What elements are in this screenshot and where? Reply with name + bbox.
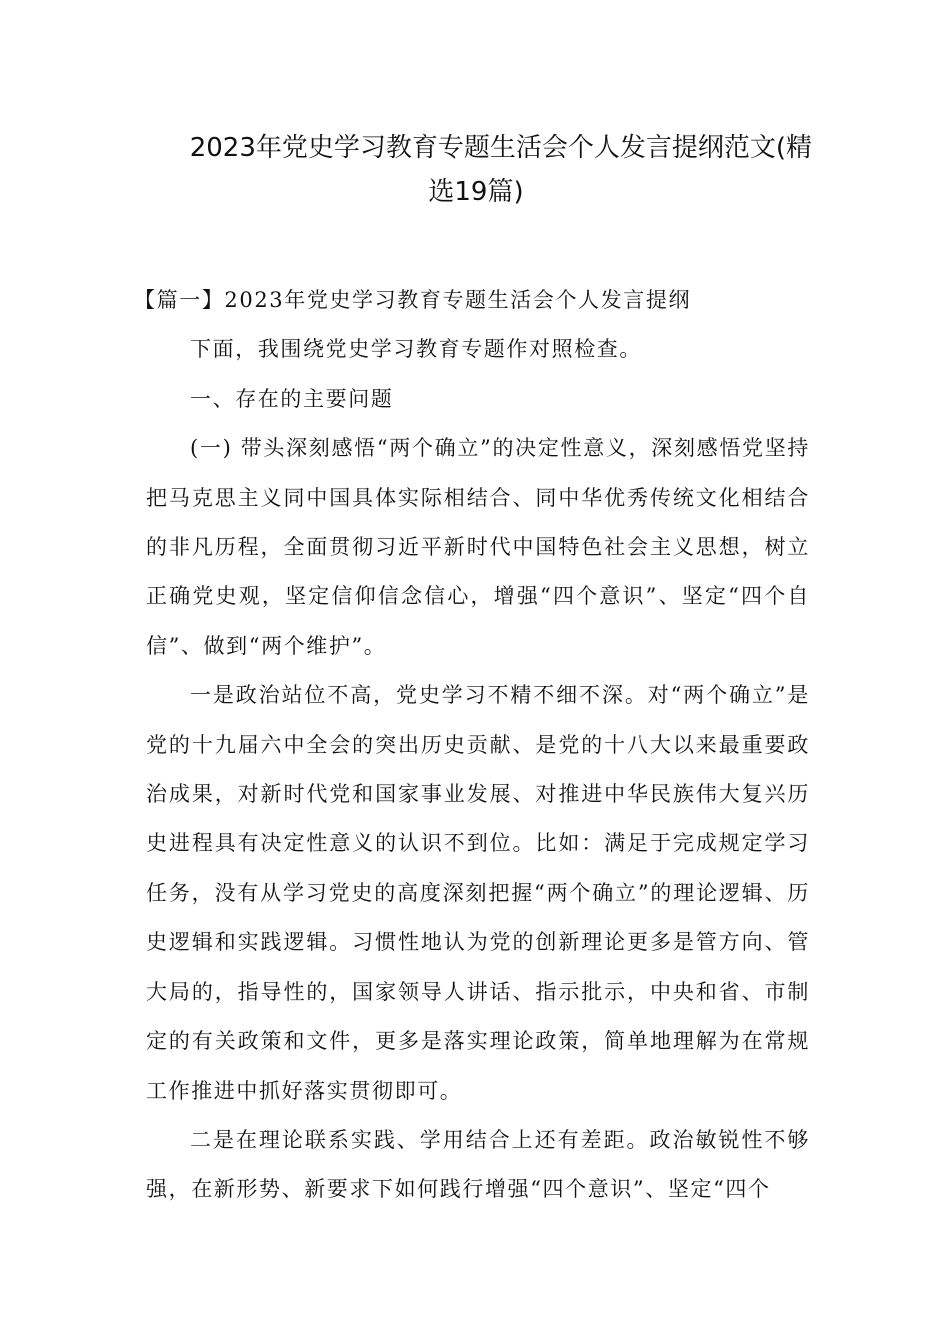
title-line-1: 2023年党史学习教育专题生活会个人发言提纲范文(精 [189, 133, 812, 163]
paragraph-intro: 下面，我围绕党史学习教育专题作对照检查。 [190, 337, 642, 362]
paragraph-point-1: 一是政治站位不高，党史学习不精不细不深。对“两个确立”是党的十九届六中全会的突出历史贡献、是党的十八大以来最重要政治成果，对新时代党和国家事业发展、对推进中华民族伟大复兴历史进程具有决定性意义的认识不到位。比如：满足于完成规定学习任务，没有从学习党史的高度深刻把握“两个确立”的理论逻辑、历史逻辑和实践逻辑。习惯性地认为党的创新理论更多是管方向、管大局的，指导性的，国家领导人讲话、指示批示，中央和省、市制定的有关政策和文件，更多是落实理论政策，简单地理解为在常规工作推进中抓好落实贯彻即可。 [146, 683, 810, 1103]
title-line-2: 选19篇) [428, 177, 524, 207]
paragraph-item-1: (一) 带头深刻感悟“两个确立”的决定性意义，深刻感悟党坚持把马克思主义同中国具体实际相结合、同中华优秀传统文化相结合的非凡历程，全面贯彻习近平新时代中国特色社会主义思想，树立正确党史观，坚定信仰信念信心，增强“四个意识”、坚定“四个自信”、做到“两个维护”。 [146, 436, 810, 658]
paragraph-point-2: 二是在理论联系实践、学用结合上还有差距。政治敏锐性不够强，在新形势、新要求下如何践行增强“四个意识”、坚定“四个 [146, 1127, 810, 1202]
heading-main-problems: 一、存在的主要问题 [190, 386, 394, 411]
section-heading: 【篇一】2023年党史学习教育专题生活会个人发言提纲 [134, 288, 692, 312]
document-title [140, 126, 812, 214]
document-body [134, 276, 810, 1215]
